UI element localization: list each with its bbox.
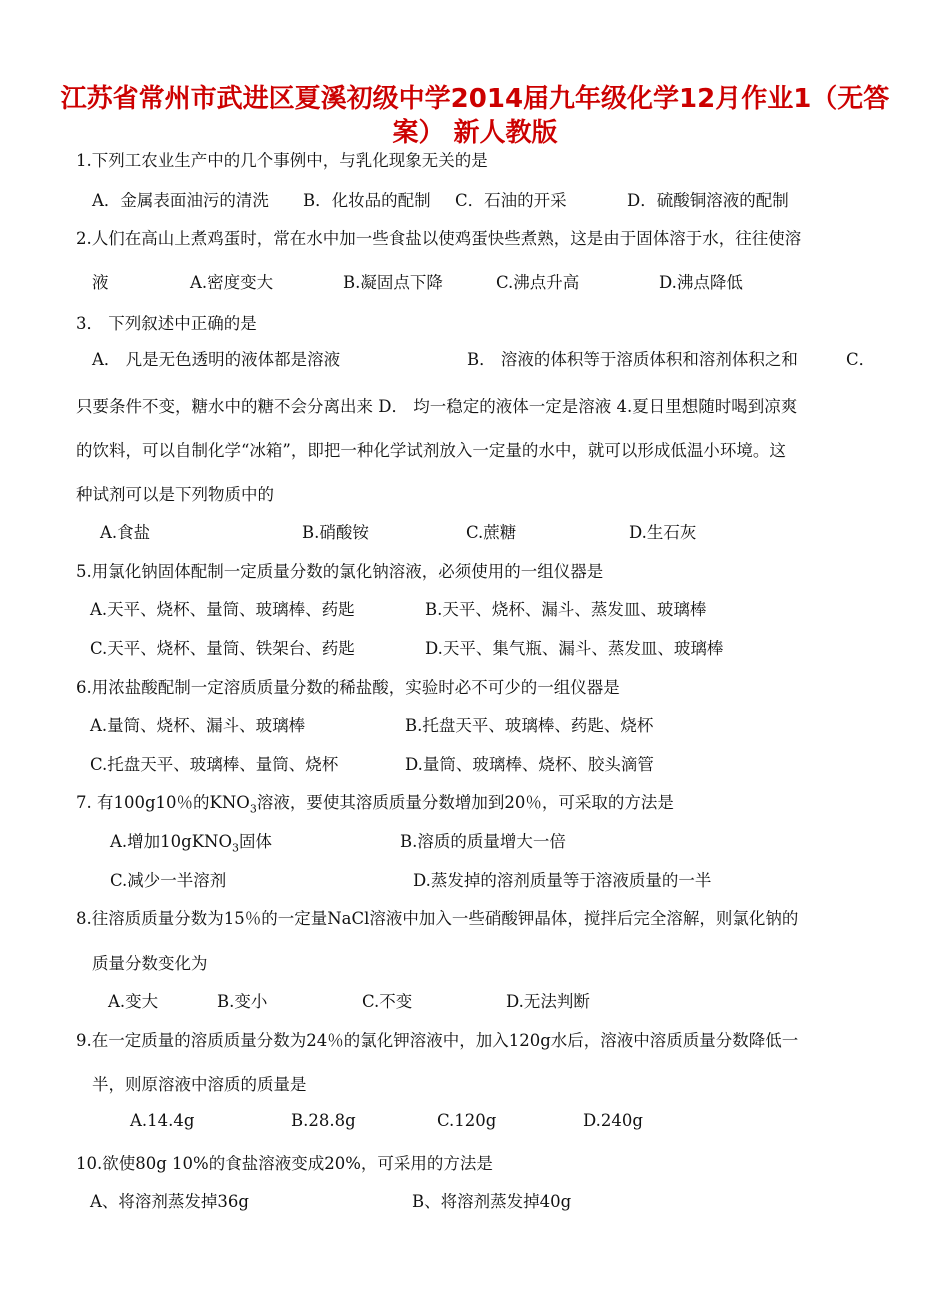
question-stem: 6.用浓盐酸配制一定溶质质量分数的稀盐酸，实验时必不可少的一组仪器是	[76, 678, 620, 697]
question-stem: 10.欲使80g 10%的食盐溶液变成20%，可采用的方法是	[76, 1154, 493, 1173]
option-b: B.托盘天平、玻璃棒、药匙、烧杯	[405, 716, 654, 735]
option-a: A、将溶剂蒸发掉36g	[90, 1192, 249, 1211]
question-stem-continued: 质量分数变化为	[92, 954, 208, 973]
question-stem-continued: 液	[92, 273, 109, 292]
question-stem-continued: 半，则原溶液中溶质的质量是	[92, 1075, 307, 1094]
option-d: D.天平、集气瓶、漏斗、蒸发皿、玻璃棒	[425, 639, 724, 658]
option-c: C.沸点升高	[496, 273, 580, 292]
option-b: B.凝固点下降	[343, 273, 443, 292]
question-stem: 3． 下列叙述中正确的是	[76, 314, 257, 333]
option-c: C.120g	[437, 1111, 497, 1130]
option-c: C.托盘天平、玻璃棒、量筒、烧杯	[90, 755, 339, 774]
option-a: A.变大	[108, 992, 159, 1011]
question-stem: 9.在一定质量的溶质质量分数为24％的氯化钾溶液中，加入120g水后，溶液中溶质质量分数降低一	[76, 1031, 799, 1050]
option-a: A.量筒、烧杯、漏斗、玻璃棒	[90, 716, 306, 735]
option-a: A.食盐	[100, 523, 151, 542]
option-d: D.蒸发掉的溶剂质量等于溶液质量的一半	[413, 871, 712, 890]
option-b: B.溶质的质量增大一倍	[400, 832, 566, 851]
option-a: A． 凡是无色透明的液体都是溶液	[92, 350, 341, 369]
option-c: C.蔗糖	[466, 523, 517, 542]
option-b: B.天平、烧杯、漏斗、蒸发皿、玻璃棒	[425, 600, 707, 619]
option-a: A.增加10gKNO$_3$固体	[110, 832, 273, 855]
option-c: C.不变	[362, 992, 413, 1011]
option-d: D.沸点降低	[659, 273, 743, 292]
option-c: C．石油的开采	[455, 191, 567, 210]
option-a: A.天平、烧杯、量筒、玻璃棒、药匙	[90, 600, 355, 619]
option-d: D.量筒、玻璃棒、烧杯、胶头滴管	[405, 755, 654, 774]
question-stem: 2.人们在高山上煮鸡蛋时，常在水中加一些食盐以使鸡蛋快些煮熟，这是由于固体溶于水，往往使溶	[76, 229, 802, 248]
title-line-1: 江苏省常州市武进区夏溪初级中学2014届九年级化学12月作业1（无答	[60, 84, 890, 114]
option-c: C.天平、烧杯、量筒、铁架台、药匙	[90, 639, 355, 658]
option-d: D.无法判断	[506, 992, 590, 1011]
text-line: 只要条件不变，糖水中的糖不会分离出来 D． 均一稳定的液体一定是溶液 4.夏日里想随时喝到凉爽	[76, 397, 798, 416]
option-c: C.减少一半溶剂	[110, 871, 227, 890]
question-stem: 1.下列工农业生产中的几个事例中，与乳化现象无关的是	[76, 151, 488, 170]
text-line: 的饮料，可以自制化学“冰箱”，即把一种化学试剂放入一定量的水中，就可以形成低温小环境。这	[76, 441, 786, 460]
option-a: A．金属表面油污的清洗	[92, 191, 269, 210]
option-a: A.密度变大	[190, 273, 274, 292]
question-stem: 5.用氯化钠固体配制一定质量分数的氯化钠溶液，必须使用的一组仪器是	[76, 562, 604, 581]
option-b: B.硝酸铵	[302, 523, 369, 542]
option-b: B、将溶剂蒸发掉40g	[412, 1192, 572, 1211]
question-stem: 7. 有100g10％的$KNO_3$溶液，要使其溶质质量分数增加到20％，可采取的方法是	[76, 793, 674, 816]
option-c: C．	[846, 350, 876, 369]
option-d: D.240g	[583, 1111, 643, 1130]
text-line: 种试剂可以是下列物质中的	[76, 485, 274, 504]
title-line-2: 案） 新人教版	[392, 118, 558, 148]
option-a: A.14.4g	[130, 1111, 195, 1130]
option-b: B.28.8g	[291, 1111, 356, 1130]
option-b: B.变小	[217, 992, 268, 1011]
option-b: B．化妆品的配制	[303, 191, 431, 210]
option-d: D．硫酸铜溶液的配制	[627, 191, 789, 210]
option-d: D.生石灰	[629, 523, 697, 542]
question-stem: 8.往溶质质量分数为15％的一定量NaCl溶液中加入一些硝酸钾晶体，搅拌后完全溶解，则氯化钠的	[76, 909, 799, 928]
option-b: B． 溶液的体积等于溶质体积和溶剂体积之和	[467, 350, 798, 369]
